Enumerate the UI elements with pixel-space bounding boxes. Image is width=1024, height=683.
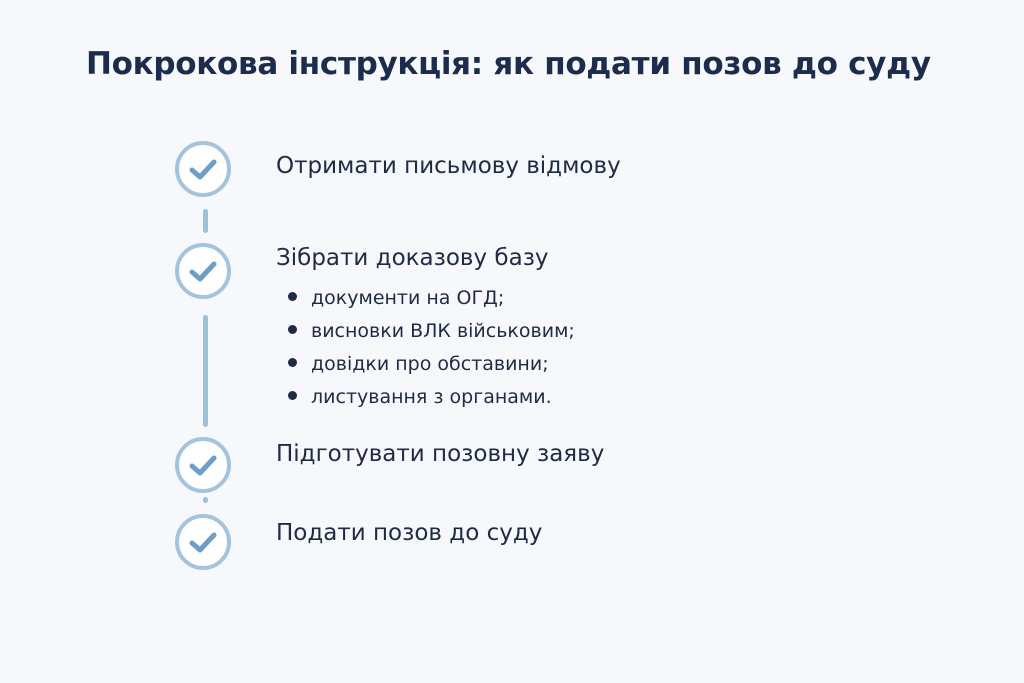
list-item-text: документи на ОГД; [311,287,505,309]
step-1-label: Отримати письмову відмову [276,153,621,179]
timeline-connector [203,209,208,233]
timeline-connector [203,497,208,503]
bullet-icon [288,292,297,301]
step-2-check-icon [175,243,231,299]
evidence-list [288,282,575,414]
step-4-label: Подати позов до суду [276,520,543,546]
timeline-connector [203,315,208,427]
list-item-text: листування з органами. [311,386,552,408]
list-item-text: довідки про обставини; [311,353,549,375]
bullet-icon [288,325,297,334]
list-item [288,282,575,315]
list-item [288,348,575,381]
step-3-label: Підготувати позовну заяву [276,441,605,467]
list-item-text: висновки ВЛК військовим; [311,320,575,342]
step-3-check-icon [175,437,231,493]
list-item [288,315,575,348]
page-title: Покрокова інструкція: як подати позов до суду [86,46,931,82]
step-2-label: Зібрати доказову базу [276,245,549,271]
step-4-check-icon [175,514,231,570]
bullet-icon [288,358,297,367]
step-1-check-icon [175,141,231,197]
bullet-icon [288,391,297,400]
list-item [288,381,575,414]
